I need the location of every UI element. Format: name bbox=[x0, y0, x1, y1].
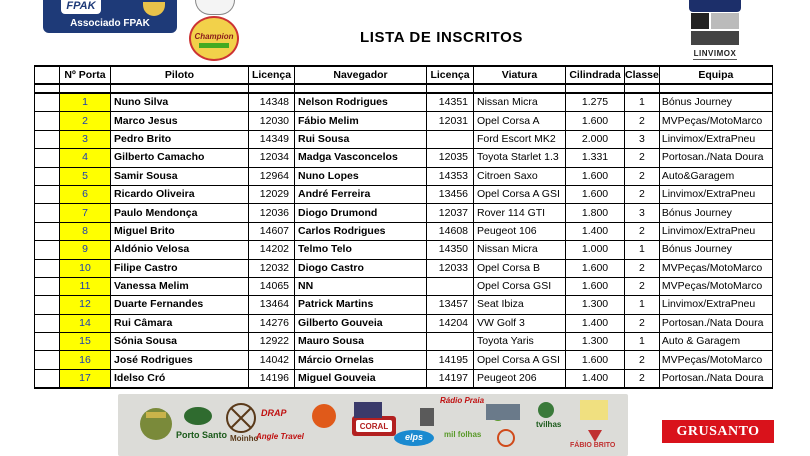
classe-cell: 2 bbox=[625, 149, 660, 167]
champion-ribbon-icon bbox=[199, 43, 229, 48]
porta-cell: 10 bbox=[60, 259, 111, 277]
classe-cell: 1 bbox=[625, 296, 660, 314]
cilindrada-cell: 2.000 bbox=[566, 130, 625, 148]
licenca-navegador-cell: 14608 bbox=[427, 222, 474, 240]
equipa-cell: Portosan./Nata Doura bbox=[659, 369, 772, 388]
champion-logo-text: Champion bbox=[194, 32, 234, 41]
piloto-cell: Filipe Castro bbox=[111, 259, 249, 277]
header-porta: Nº Porta bbox=[60, 66, 111, 84]
cilindrada-cell: 1.300 bbox=[566, 333, 625, 351]
row-blank-cell bbox=[35, 185, 60, 203]
porta-cell: 14 bbox=[60, 314, 111, 332]
table-row bbox=[35, 333, 773, 351]
club-logo-icon bbox=[195, 0, 235, 15]
classe-cell: 3 bbox=[625, 204, 660, 222]
navegador-cell: NN bbox=[295, 277, 427, 295]
viatura-cell: Peugeot 106 bbox=[474, 222, 566, 240]
viatura-cell: Seat Ibiza bbox=[474, 296, 566, 314]
viatura-cell: Toyota Yaris bbox=[474, 333, 566, 351]
navegador-cell: Diogo Castro bbox=[295, 259, 427, 277]
table-spacer-row bbox=[35, 84, 773, 93]
champion-logo bbox=[189, 16, 239, 61]
viatura-cell: Rover 114 GTI bbox=[474, 204, 566, 222]
licenca-navegador-cell: 13457 bbox=[427, 296, 474, 314]
sponsor-moinho: Moinho bbox=[230, 434, 259, 443]
classe-cell: 1 bbox=[625, 241, 660, 259]
cilindrada-cell: 1.275 bbox=[566, 93, 625, 112]
table-row bbox=[35, 93, 773, 112]
header-navegador: Navegador bbox=[295, 66, 427, 84]
licenca-navegador-cell: 14204 bbox=[427, 314, 474, 332]
sponsor-grusanto: GRUSANTO bbox=[662, 420, 774, 443]
licenca-piloto-cell: 14202 bbox=[249, 241, 295, 259]
table-row bbox=[35, 222, 773, 240]
cilindrada-cell: 1.600 bbox=[566, 112, 625, 130]
licenca-piloto-cell: 14042 bbox=[249, 351, 295, 369]
licenca-navegador-cell: 14197 bbox=[427, 369, 474, 388]
navegador-cell: Gilberto Gouveia bbox=[295, 314, 427, 332]
equipa-cell: MVPeças/MotoMarco bbox=[659, 112, 772, 130]
table-row bbox=[35, 241, 773, 259]
licenca-piloto-cell: 12922 bbox=[249, 333, 295, 351]
linvimox-logo bbox=[689, 13, 741, 62]
viatura-cell: Nissan Micra bbox=[474, 241, 566, 259]
row-blank-cell bbox=[35, 112, 60, 130]
navegador-cell: Patrick Martins bbox=[295, 296, 427, 314]
cilindrada-cell: 1.400 bbox=[566, 222, 625, 240]
navegador-cell: Diogo Drumond bbox=[295, 204, 427, 222]
row-blank-cell bbox=[35, 130, 60, 148]
sponsor-coral: CORAL bbox=[359, 422, 389, 431]
table-header bbox=[35, 66, 773, 84]
viatura-cell: Ford Escort MK2 bbox=[474, 130, 566, 148]
licenca-piloto-cell: 12034 bbox=[249, 149, 295, 167]
classe-cell: 2 bbox=[625, 167, 660, 185]
equipa-cell: Linvimox/ExtraPneu bbox=[659, 222, 772, 240]
sponsor-porto-santo: Porto Santo bbox=[176, 430, 227, 440]
navegador-cell: Telmo Telo bbox=[295, 241, 427, 259]
piloto-cell: Aldónio Velosa bbox=[111, 241, 249, 259]
table-row bbox=[35, 204, 773, 222]
licenca-piloto-cell: 13464 bbox=[249, 296, 295, 314]
equipa-cell: Bónus Journey bbox=[659, 93, 772, 112]
header-equipa: Equipa bbox=[659, 66, 772, 84]
licenca-piloto-cell: 12029 bbox=[249, 185, 295, 203]
cilindrada-cell: 1.600 bbox=[566, 185, 625, 203]
linvimox-logo-text: LINVIMOX bbox=[693, 49, 737, 58]
equipa-cell: Linvimox/ExtraPneu bbox=[659, 296, 772, 314]
fpak-logo-text: FPAK bbox=[61, 0, 101, 14]
classe-cell: 2 bbox=[625, 222, 660, 240]
equipa-cell: Bónus Journey bbox=[659, 241, 772, 259]
row-blank-cell bbox=[35, 259, 60, 277]
table-row bbox=[35, 130, 773, 148]
navegador-cell: Nelson Rodrigues bbox=[295, 93, 427, 112]
piloto-cell: Marco Jesus bbox=[111, 112, 249, 130]
table-row bbox=[35, 167, 773, 185]
piloto-cell: José Rodrigues bbox=[111, 351, 249, 369]
cilindrada-cell: 1.400 bbox=[566, 314, 625, 332]
viatura-cell: Peugeot 206 bbox=[474, 369, 566, 388]
licenca-piloto-cell: 14607 bbox=[249, 222, 295, 240]
header-cilindrada: Cilindrada bbox=[566, 66, 625, 84]
header-blank bbox=[35, 66, 60, 84]
row-blank-cell bbox=[35, 93, 60, 112]
licenca-piloto-cell: 14196 bbox=[249, 369, 295, 388]
piloto-cell: Vanessa Melim bbox=[111, 277, 249, 295]
classe-cell: 1 bbox=[625, 333, 660, 351]
piloto-cell: Gilberto Camacho bbox=[111, 149, 249, 167]
sponsor-fabio-brito: FÁBIO BRITO bbox=[570, 442, 616, 449]
sponsor-elps: elps bbox=[404, 432, 423, 442]
table-row bbox=[35, 351, 773, 369]
classe-cell: 2 bbox=[625, 369, 660, 388]
header-viatura: Viatura bbox=[474, 66, 566, 84]
table-row bbox=[35, 149, 773, 167]
porta-cell: 17 bbox=[60, 369, 111, 388]
sponsor-mil-folhas: mil folhas bbox=[444, 430, 482, 439]
equipa-cell: MVPeças/MotoMarco bbox=[659, 351, 772, 369]
navegador-cell: Márcio Ornelas bbox=[295, 351, 427, 369]
equipa-cell: Portosan./Nata Doura bbox=[659, 149, 772, 167]
piloto-cell: Rui Câmara bbox=[111, 314, 249, 332]
row-blank-cell bbox=[35, 314, 60, 332]
piloto-cell: Duarte Fernandes bbox=[111, 296, 249, 314]
sponsor-drap: DRAP bbox=[261, 408, 287, 418]
fpak-logo bbox=[43, 0, 177, 33]
navegador-cell: Carlos Rodrigues bbox=[295, 222, 427, 240]
licenca-piloto-cell: 14348 bbox=[249, 93, 295, 112]
piloto-cell: Miguel Brito bbox=[111, 222, 249, 240]
cilindrada-cell: 1.000 bbox=[566, 241, 625, 259]
licenca-piloto-cell: 12036 bbox=[249, 204, 295, 222]
entry-list-table bbox=[34, 65, 773, 389]
licenca-piloto-cell: 12030 bbox=[249, 112, 295, 130]
cilindrada-cell: 1.331 bbox=[566, 149, 625, 167]
classe-cell: 2 bbox=[625, 351, 660, 369]
porta-cell: 7 bbox=[60, 204, 111, 222]
piloto-cell: Ricardo Oliveira bbox=[111, 185, 249, 203]
equipa-cell: Auto & Garagem bbox=[659, 333, 772, 351]
cilindrada-cell: 1.600 bbox=[566, 259, 625, 277]
navegador-cell: Fábio Melim bbox=[295, 112, 427, 130]
classe-cell: 1 bbox=[625, 93, 660, 112]
cilindrada-cell: 1.600 bbox=[566, 351, 625, 369]
page-title: LISTA DE INSCRITOS bbox=[360, 29, 524, 46]
licenca-navegador-cell bbox=[427, 130, 474, 148]
row-blank-cell bbox=[35, 204, 60, 222]
viatura-cell: VW Golf 3 bbox=[474, 314, 566, 332]
porta-cell: 6 bbox=[60, 185, 111, 203]
navegador-cell: Nuno Lopes bbox=[295, 167, 427, 185]
porta-cell: 5 bbox=[60, 167, 111, 185]
fpak-emblem-icon bbox=[143, 2, 165, 16]
header-piloto: Piloto bbox=[111, 66, 249, 84]
classe-cell: 2 bbox=[625, 259, 660, 277]
piloto-cell: Samir Sousa bbox=[111, 167, 249, 185]
equipa-cell: MVPeças/MotoMarco bbox=[659, 259, 772, 277]
licenca-navegador-cell: 12031 bbox=[427, 112, 474, 130]
piloto-cell: Pedro Brito bbox=[111, 130, 249, 148]
licenca-navegador-cell: 14195 bbox=[427, 351, 474, 369]
licenca-navegador-cell: 13456 bbox=[427, 185, 474, 203]
cilindrada-cell: 1.600 bbox=[566, 167, 625, 185]
piloto-cell: Nuno Silva bbox=[111, 93, 249, 112]
cilindrada-cell: 1.800 bbox=[566, 204, 625, 222]
navegador-cell: Madga Vasconcelos bbox=[295, 149, 427, 167]
porta-cell: 9 bbox=[60, 241, 111, 259]
sponsor-tvilhas: tvilhas bbox=[536, 420, 562, 429]
table-row bbox=[35, 296, 773, 314]
equipa-cell: Portosan./Nata Doura bbox=[659, 314, 772, 332]
licenca-navegador-cell bbox=[427, 333, 474, 351]
equipa-cell: Linvimox/ExtraPneu bbox=[659, 130, 772, 148]
piloto-cell: Sónia Sousa bbox=[111, 333, 249, 351]
row-blank-cell bbox=[35, 333, 60, 351]
viatura-cell: Opel Corsa A GSI bbox=[474, 185, 566, 203]
row-blank-cell bbox=[35, 241, 60, 259]
table-row bbox=[35, 314, 773, 332]
equipa-cell: Bónus Journey bbox=[659, 204, 772, 222]
header-licenca-piloto: Licença bbox=[249, 66, 295, 84]
porta-cell: 11 bbox=[60, 277, 111, 295]
licenca-navegador-cell: 12037 bbox=[427, 204, 474, 222]
licenca-navegador-cell: 14351 bbox=[427, 93, 474, 112]
row-blank-cell bbox=[35, 296, 60, 314]
equipa-cell: MVPeças/MotoMarco bbox=[659, 277, 772, 295]
table-row bbox=[35, 259, 773, 277]
porta-cell: 4 bbox=[60, 149, 111, 167]
row-blank-cell bbox=[35, 277, 60, 295]
licenca-piloto-cell: 14349 bbox=[249, 130, 295, 148]
sponsor-angle-travel: Angle Travel bbox=[256, 432, 304, 441]
licenca-piloto-cell: 12964 bbox=[249, 167, 295, 185]
table-row bbox=[35, 185, 773, 203]
classe-cell: 2 bbox=[625, 112, 660, 130]
cilindrada-cell: 1.300 bbox=[566, 296, 625, 314]
navegador-cell: Rui Sousa bbox=[295, 130, 427, 148]
viatura-cell: Citroen Saxo bbox=[474, 167, 566, 185]
navegador-cell: Mauro Sousa bbox=[295, 333, 427, 351]
navegador-cell: Miguel Gouveia bbox=[295, 369, 427, 388]
header-classe: Classe bbox=[625, 66, 660, 84]
licenca-navegador-cell: 12035 bbox=[427, 149, 474, 167]
cilindrada-cell: 1.600 bbox=[566, 277, 625, 295]
table-row bbox=[35, 369, 773, 388]
classe-cell: 2 bbox=[625, 277, 660, 295]
licenca-piloto-cell: 14065 bbox=[249, 277, 295, 295]
piloto-cell: Paulo Mendonça bbox=[111, 204, 249, 222]
licenca-piloto-cell: 14276 bbox=[249, 314, 295, 332]
row-blank-cell bbox=[35, 222, 60, 240]
viatura-cell: Opel Corsa B bbox=[474, 259, 566, 277]
porta-cell: 1 bbox=[60, 93, 111, 112]
viatura-cell: Toyota Starlet 1.3 bbox=[474, 149, 566, 167]
viatura-cell: Opel Corsa GSI bbox=[474, 277, 566, 295]
table-row bbox=[35, 277, 773, 295]
porta-cell: 16 bbox=[60, 351, 111, 369]
navegador-cell: André Ferreira bbox=[295, 185, 427, 203]
row-blank-cell bbox=[35, 149, 60, 167]
fpak-subtitle: Associado FPAK bbox=[70, 18, 150, 29]
sponsor-banner bbox=[118, 394, 628, 456]
classe-cell: 2 bbox=[625, 314, 660, 332]
licenca-navegador-cell: 12033 bbox=[427, 259, 474, 277]
porta-cell: 8 bbox=[60, 222, 111, 240]
licenca-piloto-cell: 12032 bbox=[249, 259, 295, 277]
viatura-cell: Opel Corsa A GSI bbox=[474, 351, 566, 369]
classe-cell: 2 bbox=[625, 185, 660, 203]
row-blank-cell bbox=[35, 167, 60, 185]
porta-cell: 15 bbox=[60, 333, 111, 351]
licenca-navegador-cell: 14350 bbox=[427, 241, 474, 259]
sponsor-top-logo-icon bbox=[689, 0, 741, 12]
porta-cell: 12 bbox=[60, 296, 111, 314]
sponsor-radio-praia: Rádio Praia bbox=[440, 396, 485, 405]
row-blank-cell bbox=[35, 351, 60, 369]
viatura-cell: Nissan Micra bbox=[474, 93, 566, 112]
viatura-cell: Opel Corsa A bbox=[474, 112, 566, 130]
table-row bbox=[35, 112, 773, 130]
equipa-cell: Linvimox/ExtraPneu bbox=[659, 185, 772, 203]
licenca-navegador-cell: 14353 bbox=[427, 167, 474, 185]
porta-cell: 2 bbox=[60, 112, 111, 130]
licenca-navegador-cell bbox=[427, 277, 474, 295]
cilindrada-cell: 1.400 bbox=[566, 369, 625, 388]
piloto-cell: Idelso Cró bbox=[111, 369, 249, 388]
row-blank-cell bbox=[35, 369, 60, 388]
equipa-cell: Auto&Garagem bbox=[659, 167, 772, 185]
classe-cell: 3 bbox=[625, 130, 660, 148]
porta-cell: 3 bbox=[60, 130, 111, 148]
header-licenca-navegador: Licença bbox=[427, 66, 474, 84]
